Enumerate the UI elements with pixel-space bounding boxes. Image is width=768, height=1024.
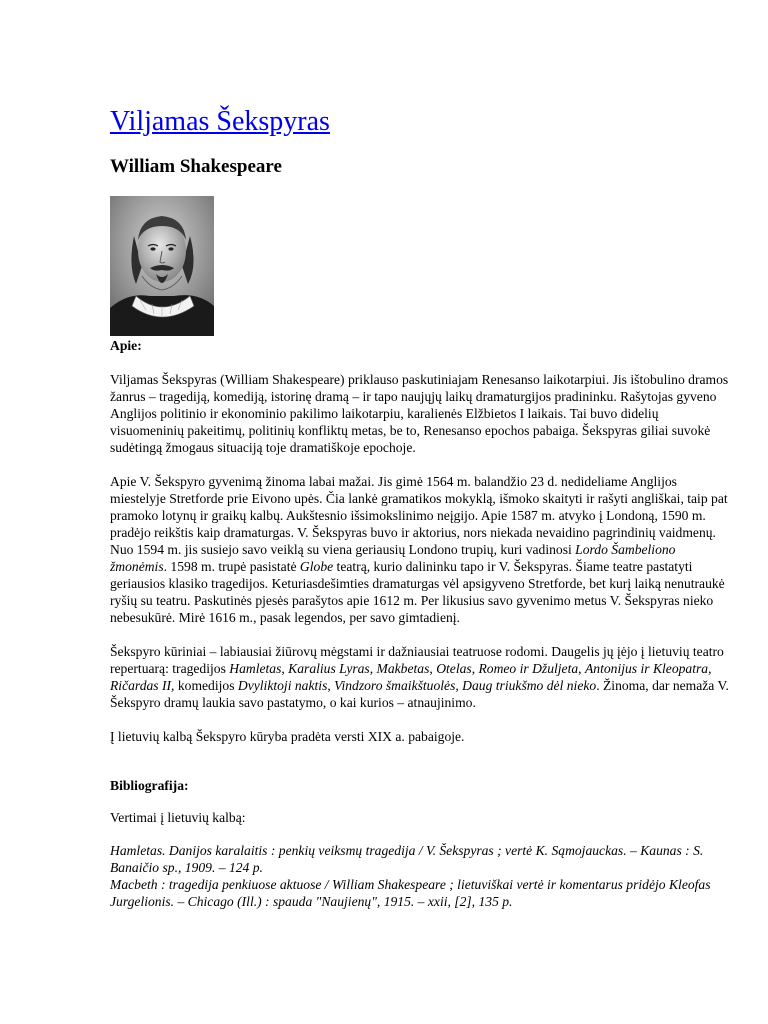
paragraph-text: . Žinoma, dar nemaža V. Šekspyro dramų laukia savo pastatymo, o kai kurios – atnaujinimo. — [110, 678, 729, 710]
paragraph-text: , — [369, 661, 377, 676]
italic-title-text: Vindzoro šmaikštuolės — [334, 678, 456, 693]
paragraph-text: Šekspyro kūriniai – labiausiai žiūrovų mėgstami ir dažniausiai teatruose rodomi. Daugelis jų įėjo į lietuvių teatro repertuarą: tragedijos — [110, 644, 724, 676]
paragraph-text: Viljamas Šekspyras (William Shakespeare) priklauso paskutiniajam Renesanso laikotarpiui. Jis ištobulino dramos žanrus – tragediją, komediją, istorinę dramą – ir tapo naujųjų laikų dramaturgijos pradininku. Rašytojas gyveno Anglijos politinio ir ekonominio pakilimo laikotarpiu, karalienės Elžbietos I laikais. Tai buvo didelių visuomeninių pakeitimų, politinių konfliktų metas, be to, Renesanso epochos pabaiga. Šekspyras giliai suvokė sudėtingą žmogaus situaciją toje dramatiškoje epochoje. — [110, 372, 729, 455]
translations-label: Vertimai į lietuvių kalbą: — [110, 810, 246, 825]
reference-list — [110, 842, 732, 910]
bibliography-label: Bibliografija: — [110, 778, 189, 793]
paragraph-text: , — [281, 661, 289, 676]
paragraph-text: , — [471, 661, 479, 676]
italic-title-text: Antonijus ir Kleopatra — [584, 661, 709, 676]
italic-title-text: Dvyliktoji naktis — [237, 678, 328, 693]
bio-paragraph — [110, 728, 732, 745]
bio-paragraph — [110, 473, 732, 626]
reference-item: Hamletas. Danijos karalaitis : penkių veiksmų tragedija / V. Šekspyras ; vertė K. Sąmojauckas. – Kaunas : S. Banaičio sp., 1909. – 124 p. — [110, 843, 704, 875]
italic-title-text: Daug triukšmo dėl nieko — [462, 678, 597, 693]
paragraph-text: teatrą, kurio dalininku tapo ir V. Šekspyras. Šiame teatre pastatyti geriausios klasiko tragedijos. Keturiasdešimties dramaturgas vėl apsigyveno Stretforde, bet kurį laiką nenutraukė ryšių su teatru. Paskutinės pjesės parašytos apie 1612 m. Per likusius savo gyvenimo metus V. Šekspyras nieko nebesukūrė. Mirė 1616 m., pasak legendos, per savo gimtadienį. — [110, 559, 725, 625]
reference-item: Macbeth : tragedija penkiuose aktuose / William Shakespeare ; lietuviškai vertė ir komentarus pridėjo Kleofas Jurgelionis. – Chicago (Ill.) : spauda "Naujienų", 1915. – xxii, [2], 135 p. — [110, 877, 711, 909]
italic-title-text: Globe — [299, 559, 334, 574]
italic-title-text: Makbetas — [376, 661, 430, 676]
paragraph-text: , — [455, 678, 463, 693]
paragraph-text: Į lietuvių kalbą Šekspyro kūryba pradėta versti XIX a. pabaigoje. — [110, 729, 465, 744]
page-title-link[interactable]: Viljamas Šekspyras — [110, 106, 330, 137]
italic-title-text: Romeo ir Džuljeta — [478, 661, 579, 676]
paragraph-text: , — [578, 661, 585, 676]
shakespeare-portrait-image — [110, 196, 214, 336]
italic-title-text: Ričardas II — [110, 678, 172, 693]
paragraph-text: , — [708, 661, 712, 676]
bio-paragraph — [110, 371, 732, 456]
document-content — [110, 100, 732, 910]
italic-title-text: Karalius Lyras — [288, 661, 370, 676]
italic-title-text: Lordo Šambeliono žmonėmis — [110, 542, 676, 574]
bio-paragraph — [110, 643, 732, 711]
italic-title-text: Hamletas — [229, 661, 282, 676]
paragraph-text: , — [429, 661, 437, 676]
about-label: Apie: — [110, 338, 142, 353]
paragraph-text: Apie V. Šekspyro gyvenimą žinoma labai mažai. Jis gimė 1564 m. balandžio 23 d. nedideliame Anglijos miestelyje Stretforde prie Eivono upės. Čia lankė gramatikos mokyklą, išmoko skaityti ir rašyti angliškai, taip pat pramoko lotynų ir graikų kalbų. Aukštesnio išsimokslinimo neįgijo. Apie 1587 m. atvyko į Londoną, 1590 m. pradėjo reikštis kaip dramaturgas. V. Šekspyras buvo ir aktorius, nors niekada nevaidino pagrindinių vaidmenų. Nuo 1594 m. jis susiejo savo veiklą su viena geriausių Londono trupių, kuri vadinosi — [110, 474, 728, 557]
paragraph-text: , komedijos — [171, 678, 238, 693]
paragraph-text: . 1598 m. trupė pasistatė — [163, 559, 300, 574]
paragraph-text: , — [327, 678, 335, 693]
page-subtitle: William Shakespeare — [110, 156, 282, 177]
italic-title-text: Otelas — [436, 661, 472, 676]
